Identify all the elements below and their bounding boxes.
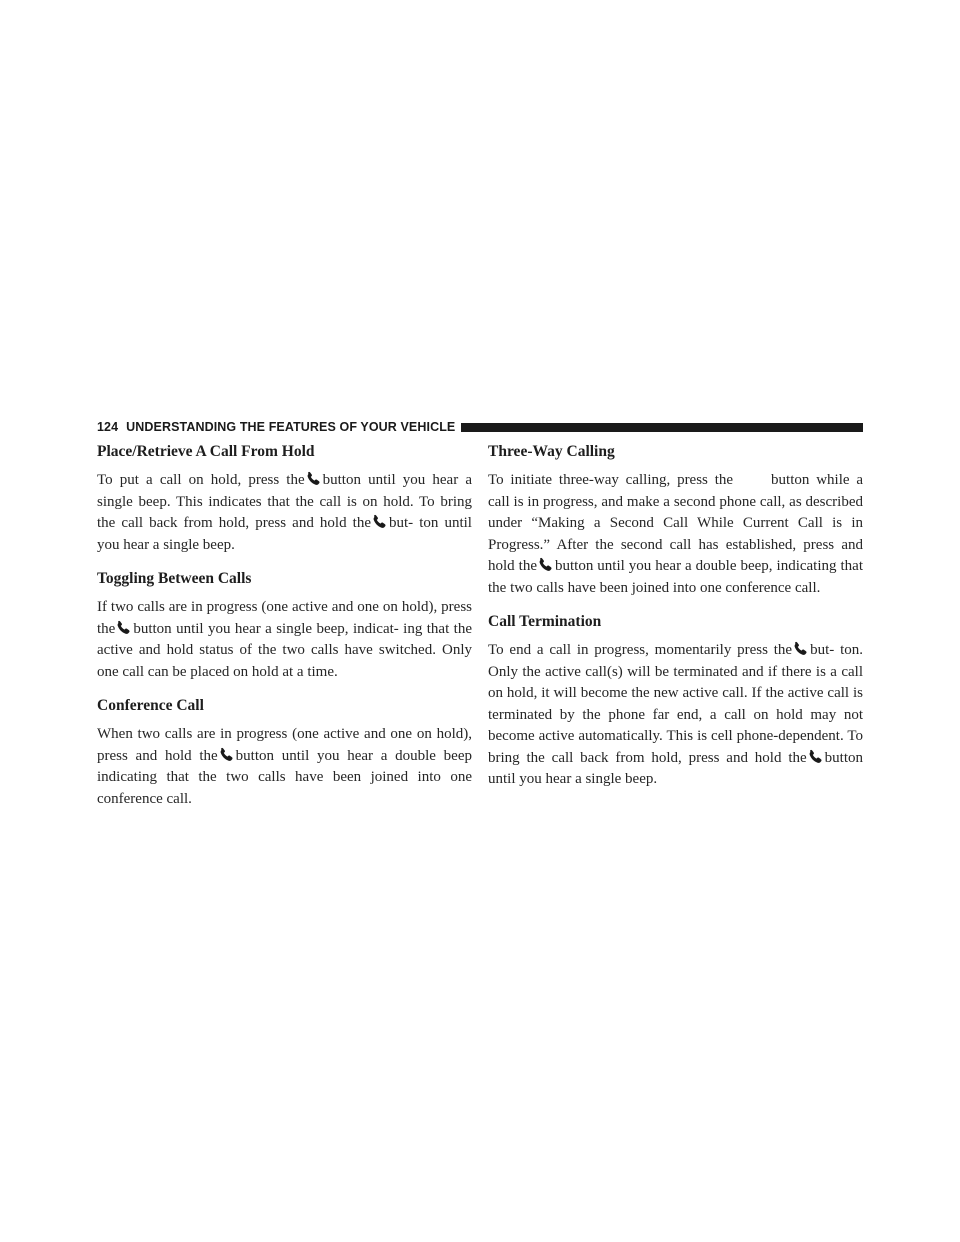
phone-handset-icon (116, 620, 132, 634)
section-heading: Conference Call (97, 697, 204, 714)
phone-handset-icon (793, 641, 809, 655)
page-number: 124 (97, 420, 119, 434)
section-body (97, 597, 472, 683)
section-place-retrieve-hold (97, 443, 472, 556)
section-body (488, 640, 863, 791)
running-title: UNDERSTANDING THE FEATURES OF YOUR VEHICLE (126, 420, 456, 434)
running-header (97, 419, 863, 435)
body-text: To put a call on hold, press the (97, 472, 305, 488)
section-body (97, 470, 472, 556)
header-rule (461, 423, 863, 432)
section-conference-call (97, 697, 472, 810)
body-text: To initiate three-way calling, press the (488, 472, 734, 488)
body-text: button until you hear a double beep indicating that the two calls have been joined into one conference call. (97, 747, 472, 807)
body-text: When two calls are in progress (one active and one on hold), press and hold the (97, 726, 472, 764)
body-text: button until you hear a single beep. This indicates that the call is on hold. To bring the call back from hold, press and hold the (97, 472, 472, 531)
body-text: button until you hear a single beep, indicat- ing that the active and hold status of the two calls have switched. Only one call can be placed on hold at a time. (97, 620, 472, 680)
body-text: but- ton until you hear a single beep. (97, 515, 472, 553)
right-column (488, 443, 863, 805)
body-text: button until you hear a single beep. (488, 749, 863, 787)
left-column (97, 443, 472, 824)
phone-handset-icon (219, 747, 235, 761)
section-heading: Three-Way Calling (488, 443, 615, 460)
phone-handset-icon (372, 514, 388, 528)
section-body (488, 470, 863, 599)
body-text: button until you hear a double beep, indicating that the two calls have been joined into one conference call. (488, 558, 863, 596)
section-heading: Place/Retrieve A Call From Hold (97, 443, 315, 460)
phone-handset-icon (306, 471, 322, 485)
section-three-way-calling (488, 443, 863, 599)
section-heading: Call Termination (488, 613, 602, 630)
section-call-termination (488, 613, 863, 791)
phone-handset-icon (538, 557, 554, 571)
phone-handset-icon (808, 749, 824, 763)
body-text: button while a call is in progress, and make a second phone call, as described under “Making a Second Call While Current Call is in Progress.” After the second call has established, press and hold the (488, 472, 863, 574)
section-toggling-calls (97, 570, 472, 683)
body-text: To end a call in progress, momentarily press the (488, 642, 793, 658)
section-body (97, 724, 472, 810)
section-heading: Toggling Between Calls (97, 570, 252, 587)
body-text: If two calls are in progress (one active and one on hold), press the (97, 599, 472, 637)
body-text: but- ton. Only the active call(s) will be terminated and if there is a call on hold, it will become the new active call. If the active call is terminated by the phone far end, a call on hold may not become active automatically. This is cell phone-dependent. To bring the call back from hold, press and hold the (488, 642, 863, 766)
